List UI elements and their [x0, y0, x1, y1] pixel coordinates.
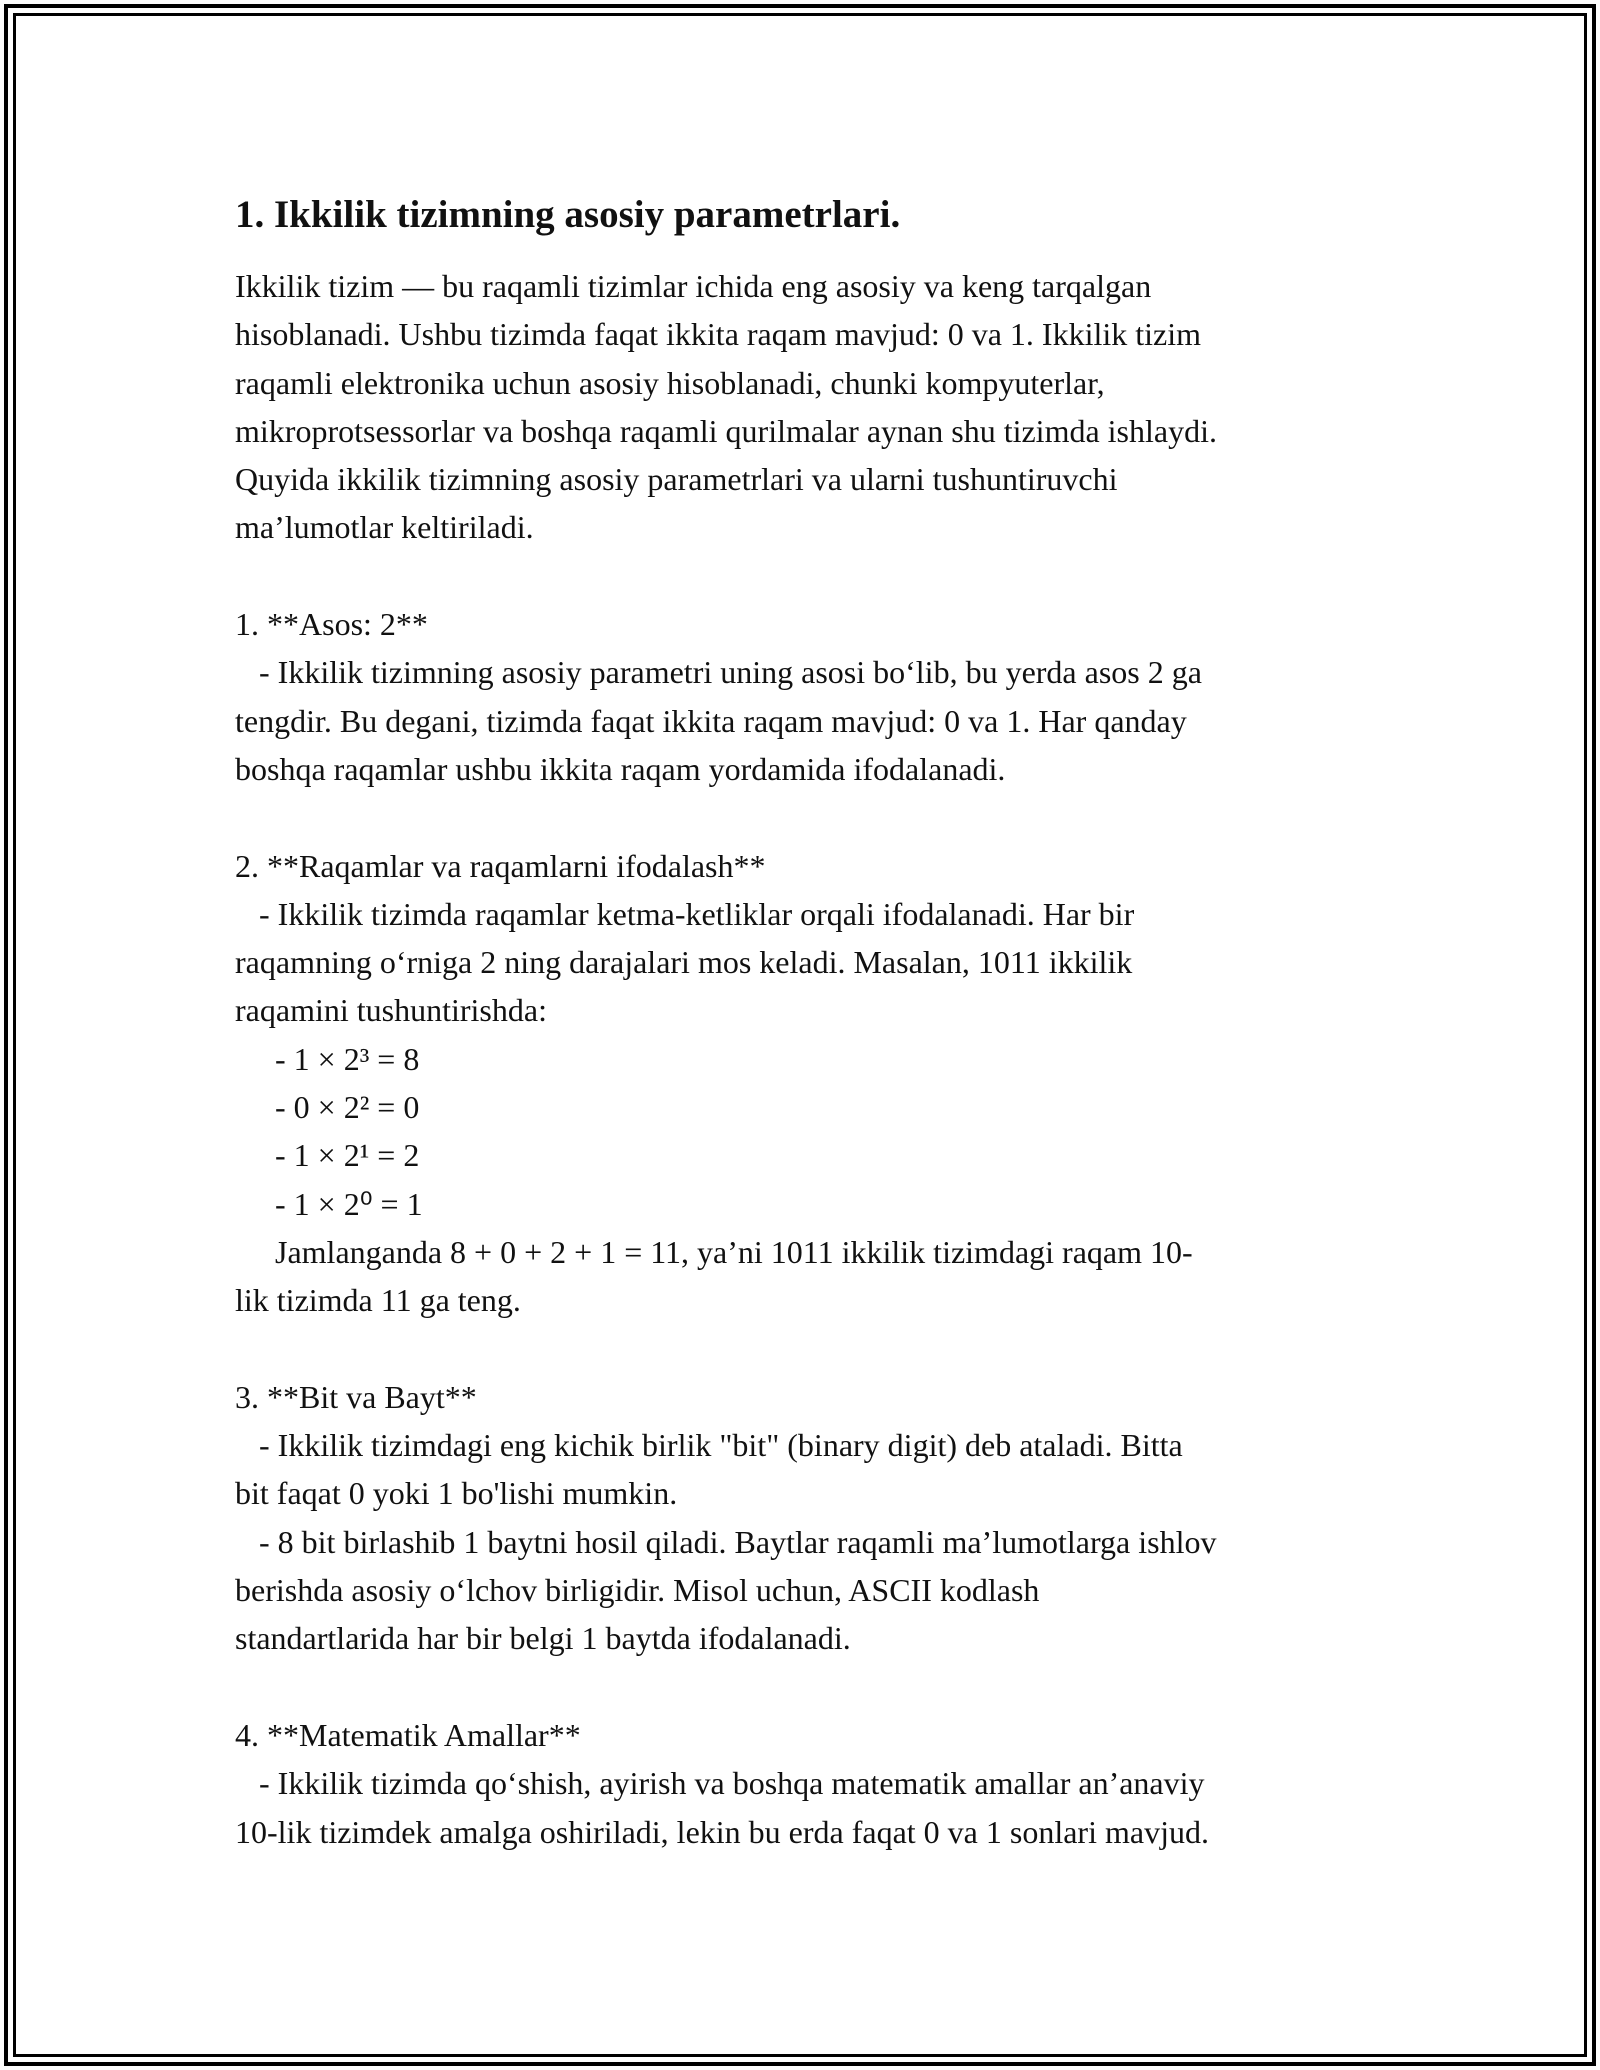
formula-line: - 1 × 2³ = 8 — [235, 1040, 420, 1077]
section-line: berishda asosiy o‘lchov birligidir. Misol uchun, ASCII kodlash — [235, 1572, 1040, 1609]
section-line: boshqa raqamlar ushbu ikkita raqam yordamida ifodalanadi. — [235, 750, 1006, 787]
section-line: Jamlanganda 8 + 0 + 2 + 1 = 11, ya’ni 1011 ikkilik tizimdagi raqam 10- — [235, 1233, 1193, 1270]
spacer — [235, 793, 1385, 841]
intro-line: hisoblanadi. Ushbu tizimda faqat ikkita raqam mavjud: 0 va 1. Ikkilik tizim — [235, 316, 1202, 353]
document-body — [235, 186, 1385, 1856]
section-heading: 4. **Matematik Amallar** — [235, 1716, 581, 1753]
section-heading: 3. **Bit va Bayt** — [235, 1378, 477, 1415]
section-digits — [235, 842, 1385, 1325]
spacer — [235, 1663, 1385, 1711]
intro-line: ma’lumotlar keltiriladi. — [235, 509, 534, 546]
section-line: 10-lik tizimdek amalga oshiriladi, lekin bu erda faqat 0 va 1 sonlari mavjud. — [235, 1813, 1209, 1850]
formula-line: - 1 × 2⁰ = 1 — [235, 1185, 423, 1222]
section-line: lik tizimda 11 ga teng. — [235, 1282, 521, 1319]
intro-line: mikroprotsessorlar va boshqa raqamli qurilmalar aynan shu tizimda ishlaydi. — [235, 412, 1217, 449]
section-line: - 8 bit birlashib 1 baytni hosil qiladi. Baytlar raqamli ma’lumotlarga ishlov — [235, 1523, 1217, 1560]
section-heading: 1. **Asos: 2** — [235, 606, 428, 643]
section-line: raqamning o‘rniga 2 ning darajalari mos keladi. Masalan, 1011 ikkilik — [235, 944, 1133, 981]
section-base — [235, 600, 1385, 793]
section-line: - Ikkilik tizimdagi eng kichik birlik "bit" (binary digit) deb ataladi. Bitta — [235, 1427, 1183, 1464]
section-heading: 2. **Raqamlar va raqamlarni ifodalash** — [235, 847, 766, 884]
intro-line: raqamli elektronika uchun asosiy hisoblanadi, chunki kompyuterlar, — [235, 364, 1105, 401]
section-math-operations — [235, 1711, 1385, 1856]
section-line: - Ikkilik tizimda qo‘shish, ayirish va boshqa matematik amallar an’anaviy — [235, 1765, 1205, 1802]
section-line: - Ikkilik tizimning asosiy parametri uning asosi bo‘lib, bu yerda asos 2 ga — [235, 654, 1202, 691]
section-line: standartlarida har bir belgi 1 baytda ifodalanadi. — [235, 1620, 851, 1657]
section-line: tengdir. Bu degani, tizimda faqat ikkita raqam mavjud: 0 va 1. Har qanday — [235, 702, 1187, 739]
formula-line: - 1 × 2¹ = 2 — [235, 1137, 420, 1174]
section-line: raqamini tushuntirishda: — [235, 992, 547, 1029]
intro-line: Quyida ikkilik tizimning asosiy parametrlari va ularni tushuntiruvchi — [235, 461, 1118, 498]
document-title: 1. Ikkilik tizimning asosiy parametrlari. — [235, 193, 901, 236]
spacer — [235, 1325, 1385, 1373]
intro-line: Ikkilik tizim — bu raqamli tizimlar ichida eng asosiy va keng tarqalgan — [235, 268, 1152, 304]
intro-paragraph — [235, 262, 1385, 552]
spacer — [235, 552, 1385, 600]
section-line: - Ikkilik tizimda raqamlar ketma-ketliklar orqali ifodalanadi. Har bir — [235, 895, 1135, 932]
formula-line: - 0 × 2² = 0 — [235, 1089, 420, 1126]
section-line: bit faqat 0 yoki 1 bo'lishi mumkin. — [235, 1475, 678, 1512]
section-bit-byte — [235, 1373, 1385, 1663]
